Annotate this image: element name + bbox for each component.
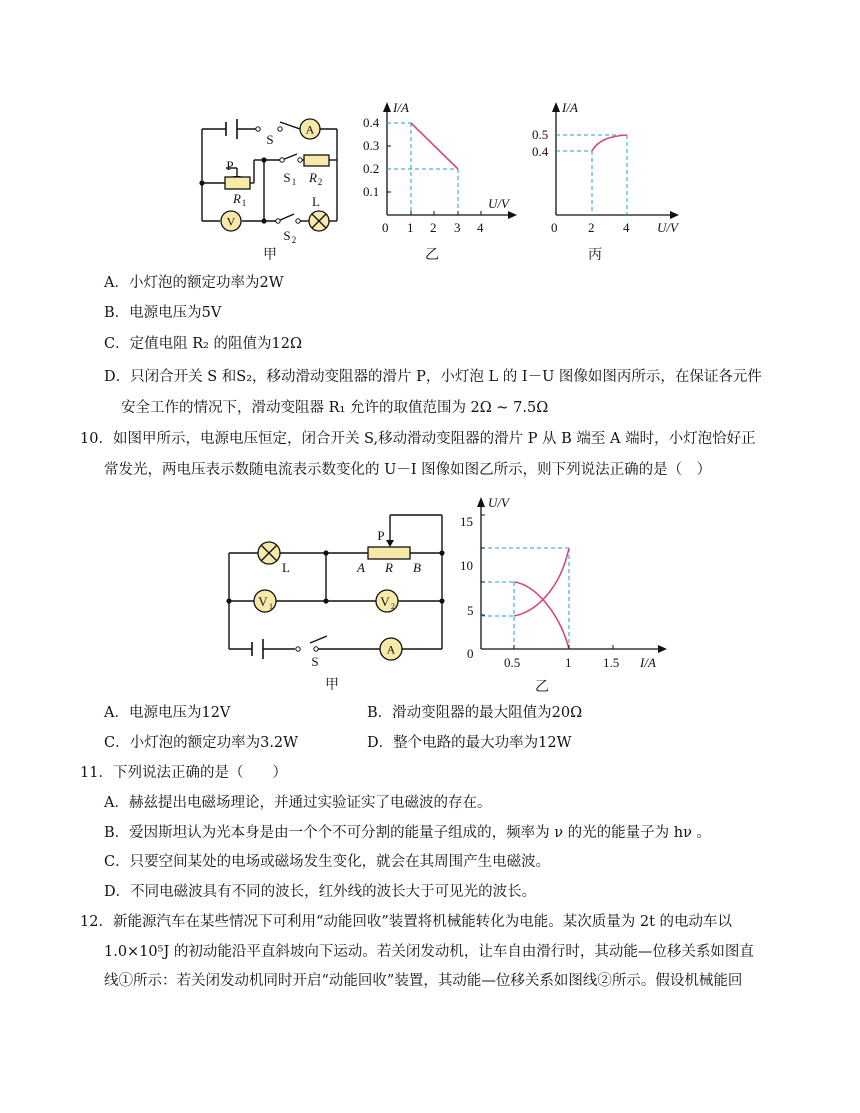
graph-ui-xtick: 0.5 xyxy=(504,655,521,670)
label-r2: R xyxy=(309,170,317,185)
lamp-icon xyxy=(258,542,280,564)
q12-stem-line3: 线①所示：若关闭发动机同时开启“动能回收”装置，其动能—位移关系如图线②所示。假设机械能回 xyxy=(104,973,743,989)
graph-bing-ylabel: I/A xyxy=(562,100,578,115)
graph-yi-xtick: 1 xyxy=(407,220,414,235)
q10-option-c: C．小灯泡的额定功率为3.2W xyxy=(104,735,299,751)
label-ammeter: A xyxy=(386,642,396,657)
label-p: P xyxy=(226,158,234,173)
q12-stem-line2: 1.0×10⁵J 的初动能沿平直斜坡向下运动。若关闭发动机，让车自由滑行时，其动能—位移关系如图直 xyxy=(104,944,754,960)
label-s1: S xyxy=(283,170,291,185)
label-r2-sub: 2 xyxy=(317,177,323,187)
q10-option-d: D．整个电路的最大功率为12W xyxy=(367,735,572,751)
q10-option-b: B．滑动变阻器的最大阻值为20Ω xyxy=(367,705,583,721)
graph-yi-xlabel: U/V xyxy=(488,196,509,211)
q11-option-d: D．不同电磁波具有不同的波长，红外线的波长大于可见光的波长。 xyxy=(104,884,537,900)
graph-yi-origin: 0 xyxy=(382,220,389,235)
graph-bing-xtick: 2 xyxy=(588,220,595,235)
label-l: L xyxy=(312,194,320,209)
graph-yi-ylabel: I/A xyxy=(393,100,409,115)
label-r1-sub: 1 xyxy=(241,198,247,208)
q11-stem: 11．下列说法正确的是（ ） xyxy=(80,765,287,781)
q9-option-d-line2: 安全工作的情况下，滑动变阻器 R₁ 允许的取值范围为 2Ω ~ 7.5Ω xyxy=(121,400,549,416)
graph-bing-xlabel: U/V xyxy=(657,220,678,235)
graph-ui-ytick: 15 xyxy=(460,514,473,529)
graph-yi-xtick: 2 xyxy=(430,220,437,235)
graph-ui-ytick: 5 xyxy=(467,603,474,618)
label-r1: R xyxy=(233,191,241,206)
graph-yi-xtick: 3 xyxy=(454,220,461,235)
caption-jia: 甲 xyxy=(325,678,339,693)
graph-ui-xlabel: I/A xyxy=(640,655,656,670)
label-v2: V xyxy=(380,594,390,609)
graph-ui-xtick: 1 xyxy=(565,655,572,670)
q10-stem-line2: 常发光，两电压表示数随电流表示数变化的 U－I 图像如图乙所示，则下列说法正确的是（ ） xyxy=(104,462,712,478)
label-voltmeter: V xyxy=(226,214,236,229)
label-s: S xyxy=(266,132,274,147)
q9-option-a: A．小灯泡的额定功率为2W xyxy=(104,275,284,291)
q9-option-c: C．定值电阻 R₂ 的阻值为12Ω xyxy=(104,336,303,352)
q11-option-c: C．只要空间某处的电场或磁场发生变化，就会在其周围产生电磁波。 xyxy=(104,854,551,870)
label-p: P xyxy=(377,528,385,543)
label-s1-sub: 1 xyxy=(291,177,297,187)
graph-ui-xtick: 1.5 xyxy=(603,655,620,670)
label-ammeter: A xyxy=(305,122,315,137)
q10-option-a: A．电源电压为12V xyxy=(104,705,231,721)
label-a-end: A xyxy=(357,560,365,575)
graph-ui-origin: 0 xyxy=(467,646,474,661)
graph-yi-ytick: 0.1 xyxy=(363,184,380,199)
graph-yi-ytick: 0.2 xyxy=(363,161,380,176)
rheostat xyxy=(368,547,410,559)
label-s2-sub: 2 xyxy=(291,235,297,245)
graph-yi-ytick: 0.4 xyxy=(363,115,380,130)
graph-bing-xtick: 4 xyxy=(623,220,630,235)
graph-bing-ytick: 0.4 xyxy=(532,144,549,159)
caption-jia: 甲 xyxy=(263,248,277,263)
q9-option-b: B．电源电压为5V xyxy=(104,305,222,321)
label-b-end: B xyxy=(413,560,421,575)
caption-yi: 乙 xyxy=(425,248,439,263)
graph-yi-xtick: 4 xyxy=(477,220,484,235)
graph-ui xyxy=(460,495,667,695)
label-r: R xyxy=(385,560,393,575)
graph-ui-ylabel: U/V xyxy=(488,495,509,510)
label-v2-sub: 2 xyxy=(391,602,395,611)
graph-bing-origin: 0 xyxy=(551,220,558,235)
q9-option-d-line1: D．只闭合开关 S 和S₂，移动滑动变阻器的滑片 P，小灯泡 L 的 I－U 图像如图丙所示，在保证各元件 xyxy=(104,369,762,385)
label-v1: V xyxy=(258,594,268,609)
label-s2: S xyxy=(283,228,291,243)
q11-option-a: A．赫兹提出电磁场理论，并通过实验证实了电磁波的存在。 xyxy=(104,795,492,811)
q11-option-b: B．爱因斯坦认为光本身是由一个个不可分割的能量子组成的，频率为 ν 的光的能量子为 hν 。 xyxy=(104,825,712,841)
label-l: L xyxy=(282,560,290,575)
caption-yi: 乙 xyxy=(535,680,549,695)
graph-ui-ytick: 10 xyxy=(460,558,473,573)
graph-yi-ytick: 0.3 xyxy=(363,138,380,153)
graph-bing-ytick: 0.5 xyxy=(532,127,549,142)
label-v1-sub: 1 xyxy=(269,602,273,611)
label-s: S xyxy=(311,654,319,669)
caption-bing: 丙 xyxy=(588,248,602,263)
q12-stem-line1: 12．新能源汽车在某些情况下可利用“动能回收”装置将机械能转化为电能。某次质量为 2t 的电动车以 xyxy=(80,914,733,930)
q10-stem-line1: 10．如图甲所示，电源电压恒定，闭合开关 S,移动滑动变阻器的滑片 P 从 B 端至 A 端时，小灯泡恰好正 xyxy=(80,431,756,447)
